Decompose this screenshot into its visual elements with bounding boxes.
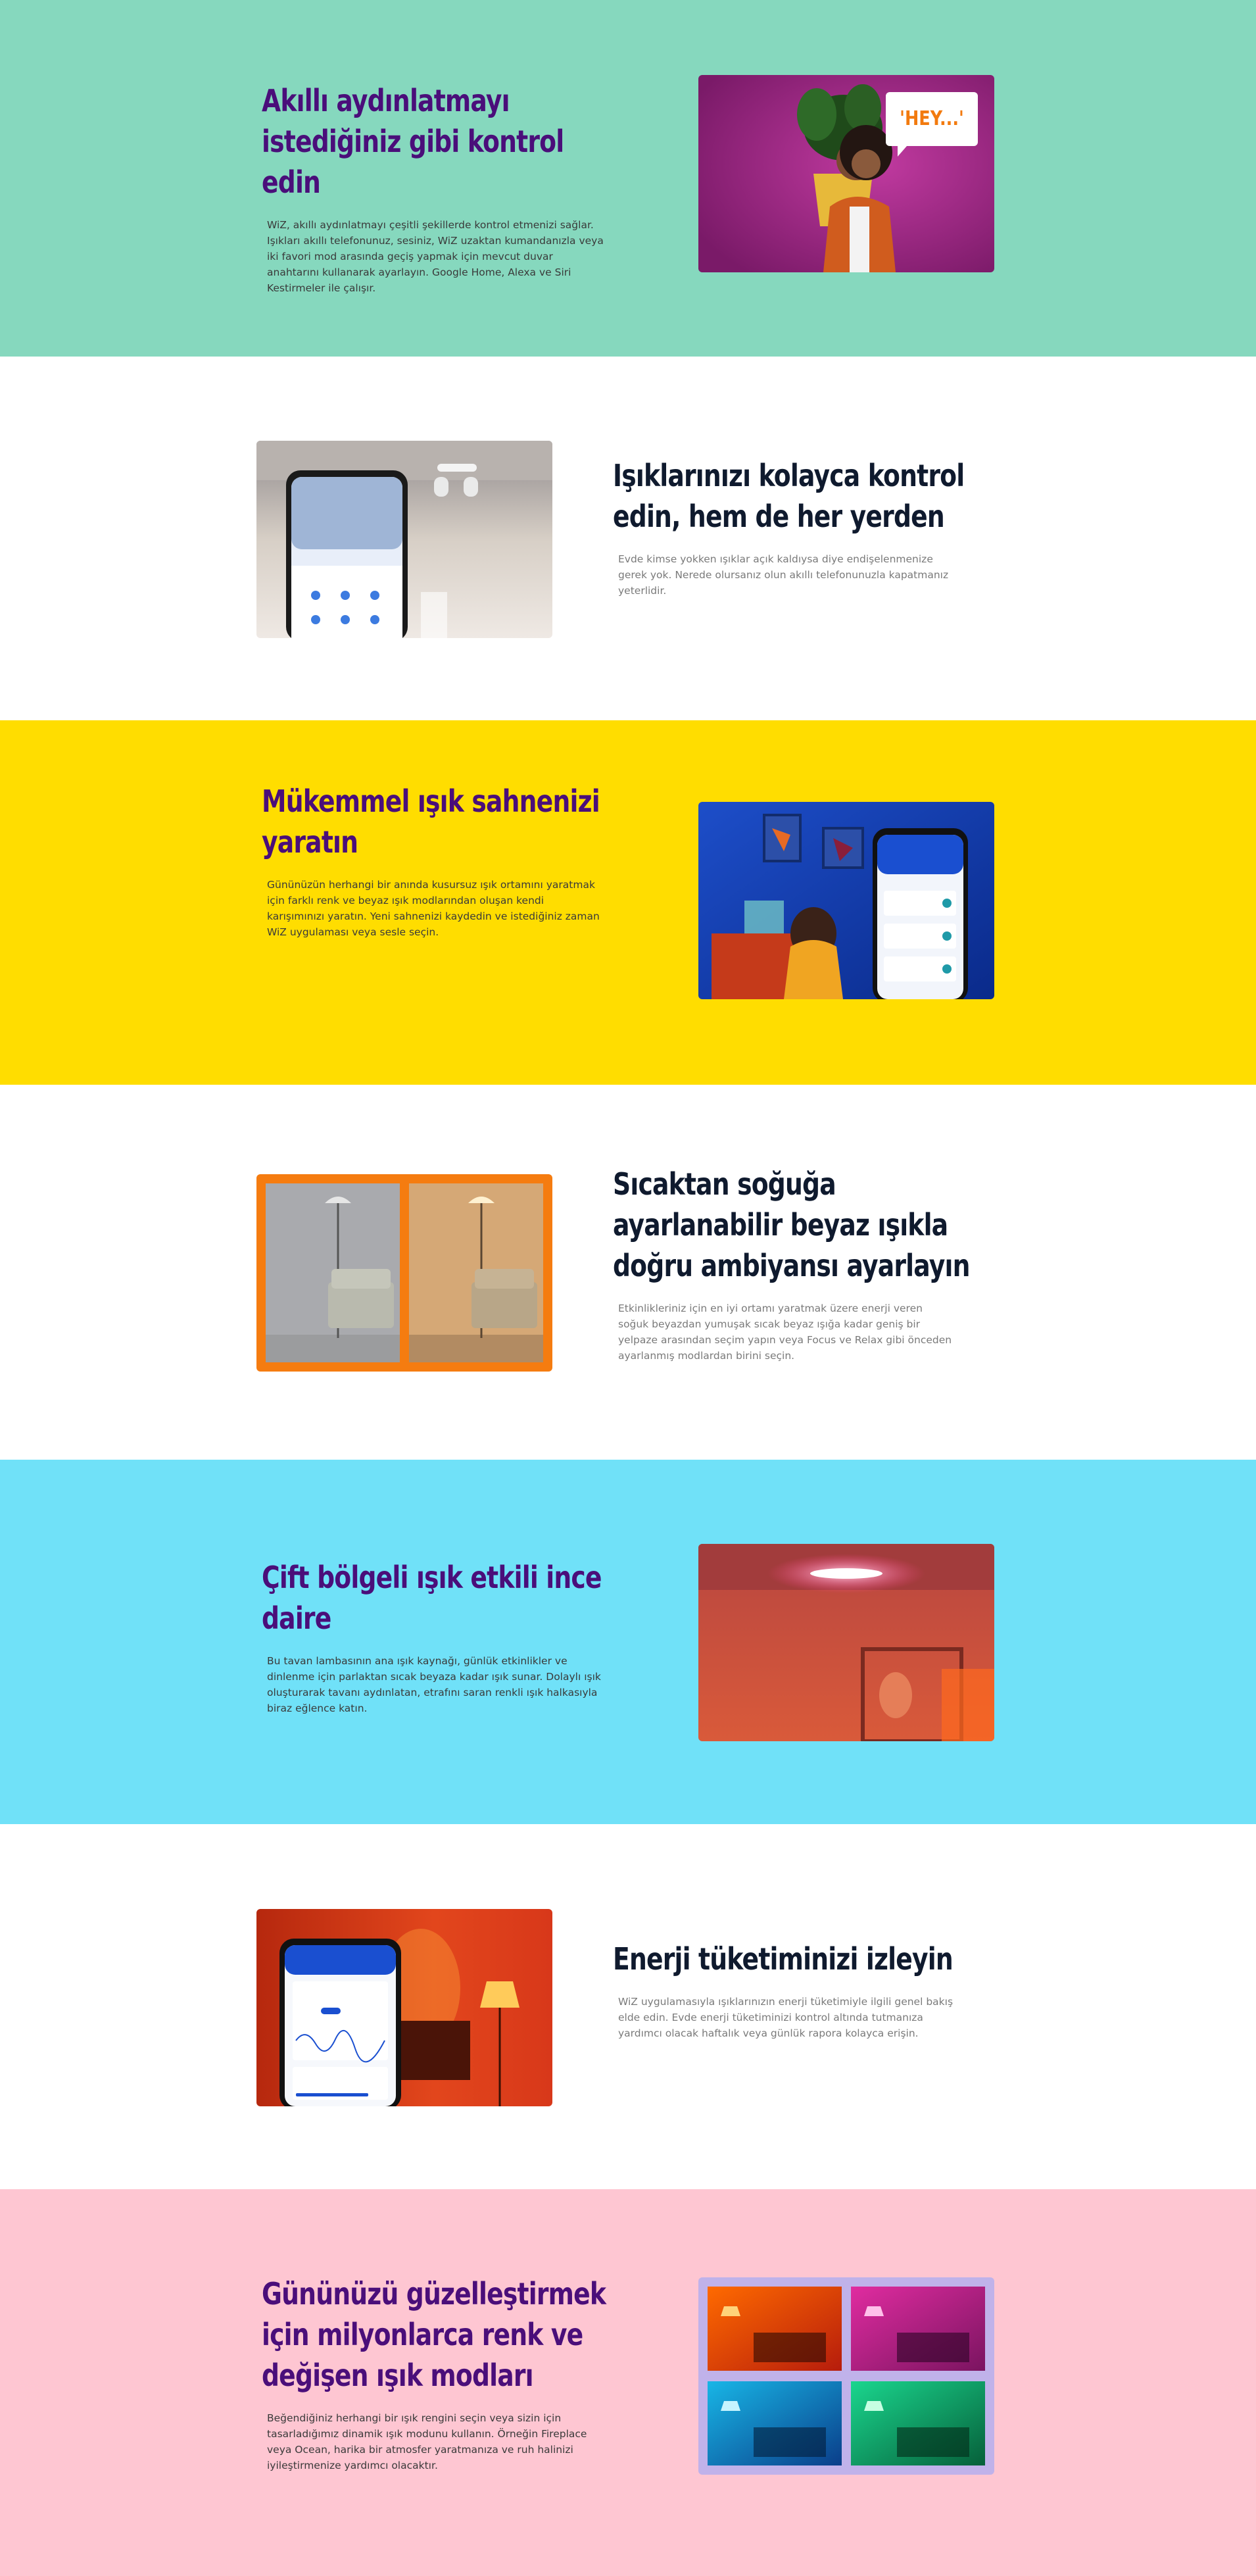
text-block [613,1939,981,2041]
section-dual-zone [0,1460,1256,1824]
section-title: Işıklarınızı kolayca kontrol edin, hem de her yerden [613,458,965,534]
energy-consumption-phone-image [256,1909,552,2106]
text-block [613,1164,981,1364]
section-smart-control [0,0,1256,357]
section-title: Mükemmel ışık sahnenizi yaratın [262,783,600,860]
text-block [262,80,630,296]
section-remote-control [0,357,1256,720]
section-description: Bu tavan lambasının ana ışık kaynağı, günlük etkinlikler ve dinlenme için parlaktan sıcak beyaza kadar ışık sunar. Dolaylı ışık oluşturarak tavanı aydınlatan, etrafını saran renkli ışık halkasıyla biraz eğlence katın. [267,1655,601,1714]
section-description: WiZ, akıllı aydınlatmayı çeşitli şekillerde kontrol etmenizi sağlar. Işıkları akıllı telefonunuz, sesiniz, WiZ uzaktan kumandanızla veya iki favori mod arasında geçiş yapmak için mevcut duvar anahtarını kullanarak ayarlayın. Google Home, Alexa ve Siri Kestirmeler ile çalışır. [267,219,604,294]
section-description: Gününüzün herhangi bir anında kusursuz ışık ortamını yaratmak için farklı renk ve beyaz ışık modlarından oluşan kendi karışımınızı yaratın. Yeni sahnenizi kaydedin ve istediğiniz zaman WiZ uygulaması veya sesle seçin. [267,879,600,938]
section-title: Çift bölgeli ışık etkili ince daire [262,1560,602,1636]
section-tunable-white [0,1085,1256,1460]
warm-cool-white-comparison-image [256,1174,552,1372]
dual-zone-ceiling-light-image [698,1544,994,1741]
section-title: Akıllı aydınlatmayı istediğiniz gibi kontrol edin [262,83,564,200]
woman-with-plant-image [698,75,994,272]
section-description: Etkinlikleriniz için en iyi ortamı yaratmak üzere enerji veren soğuk beyazdan yumuşak sıcak beyaz ışığa kadar geniş bir yelpaze arasından seçim yapın veya Focus ve Relax gibi önceden ayarlanmış modlardan birini seçin. [618,1302,952,1362]
section-title: Sıcaktan soğuğa ayarlanabilir beyaz ışıkla doğru ambiyansı ayarlayın [613,1166,970,1283]
section-description: Beğendiğiniz herhangi bir ışık rengini seçin veya sizin için tasarladığımız dinamik ışık modunu kullanın. Örneğin Fireplace veya Ocean, harika bir atmosfer yaratmanıza ve ruh halinizi iyileştirmenize yardımcı olacaktır. [267,2412,587,2471]
section-colors-modes [0,2189,1256,2576]
section-description: WiZ uygulamasıyla ışıklarınızın enerji tüketimiyle ilgili genel bakış elde edin. Evde enerji tüketiminizi kontrol altında tutmanıza yardımcı olacak haftalık veya günlük rapora kolayca erişin. [618,1996,954,2039]
section-light-scene [0,720,1256,1085]
color-modes-grid-image [698,2277,994,2475]
section-description: Evde kimse yokken ışıklar açık kaldıysa diye endişelenmenize gerek yok. Nerede olursanız olun akıllı telefonunuzla kapatmanız yeterlidir. [618,553,949,597]
speech-bubble [886,92,978,146]
section-title: Gününüzü güzelleştirmek için milyonlarca renk ve değişen ışık modları [262,2276,606,2393]
speech-bubble-text: 'HEY...' [900,107,964,130]
ceiling-light-phone-image [256,441,552,638]
man-with-phone-image [698,802,994,999]
text-block [262,1557,630,1716]
text-block [613,455,981,599]
speech-bubble-tail [898,146,907,157]
section-title: Enerji tüketiminizi izleyin [613,1941,953,1977]
text-block [262,781,630,940]
text-block [262,2273,630,2473]
section-energy [0,1824,1256,2189]
